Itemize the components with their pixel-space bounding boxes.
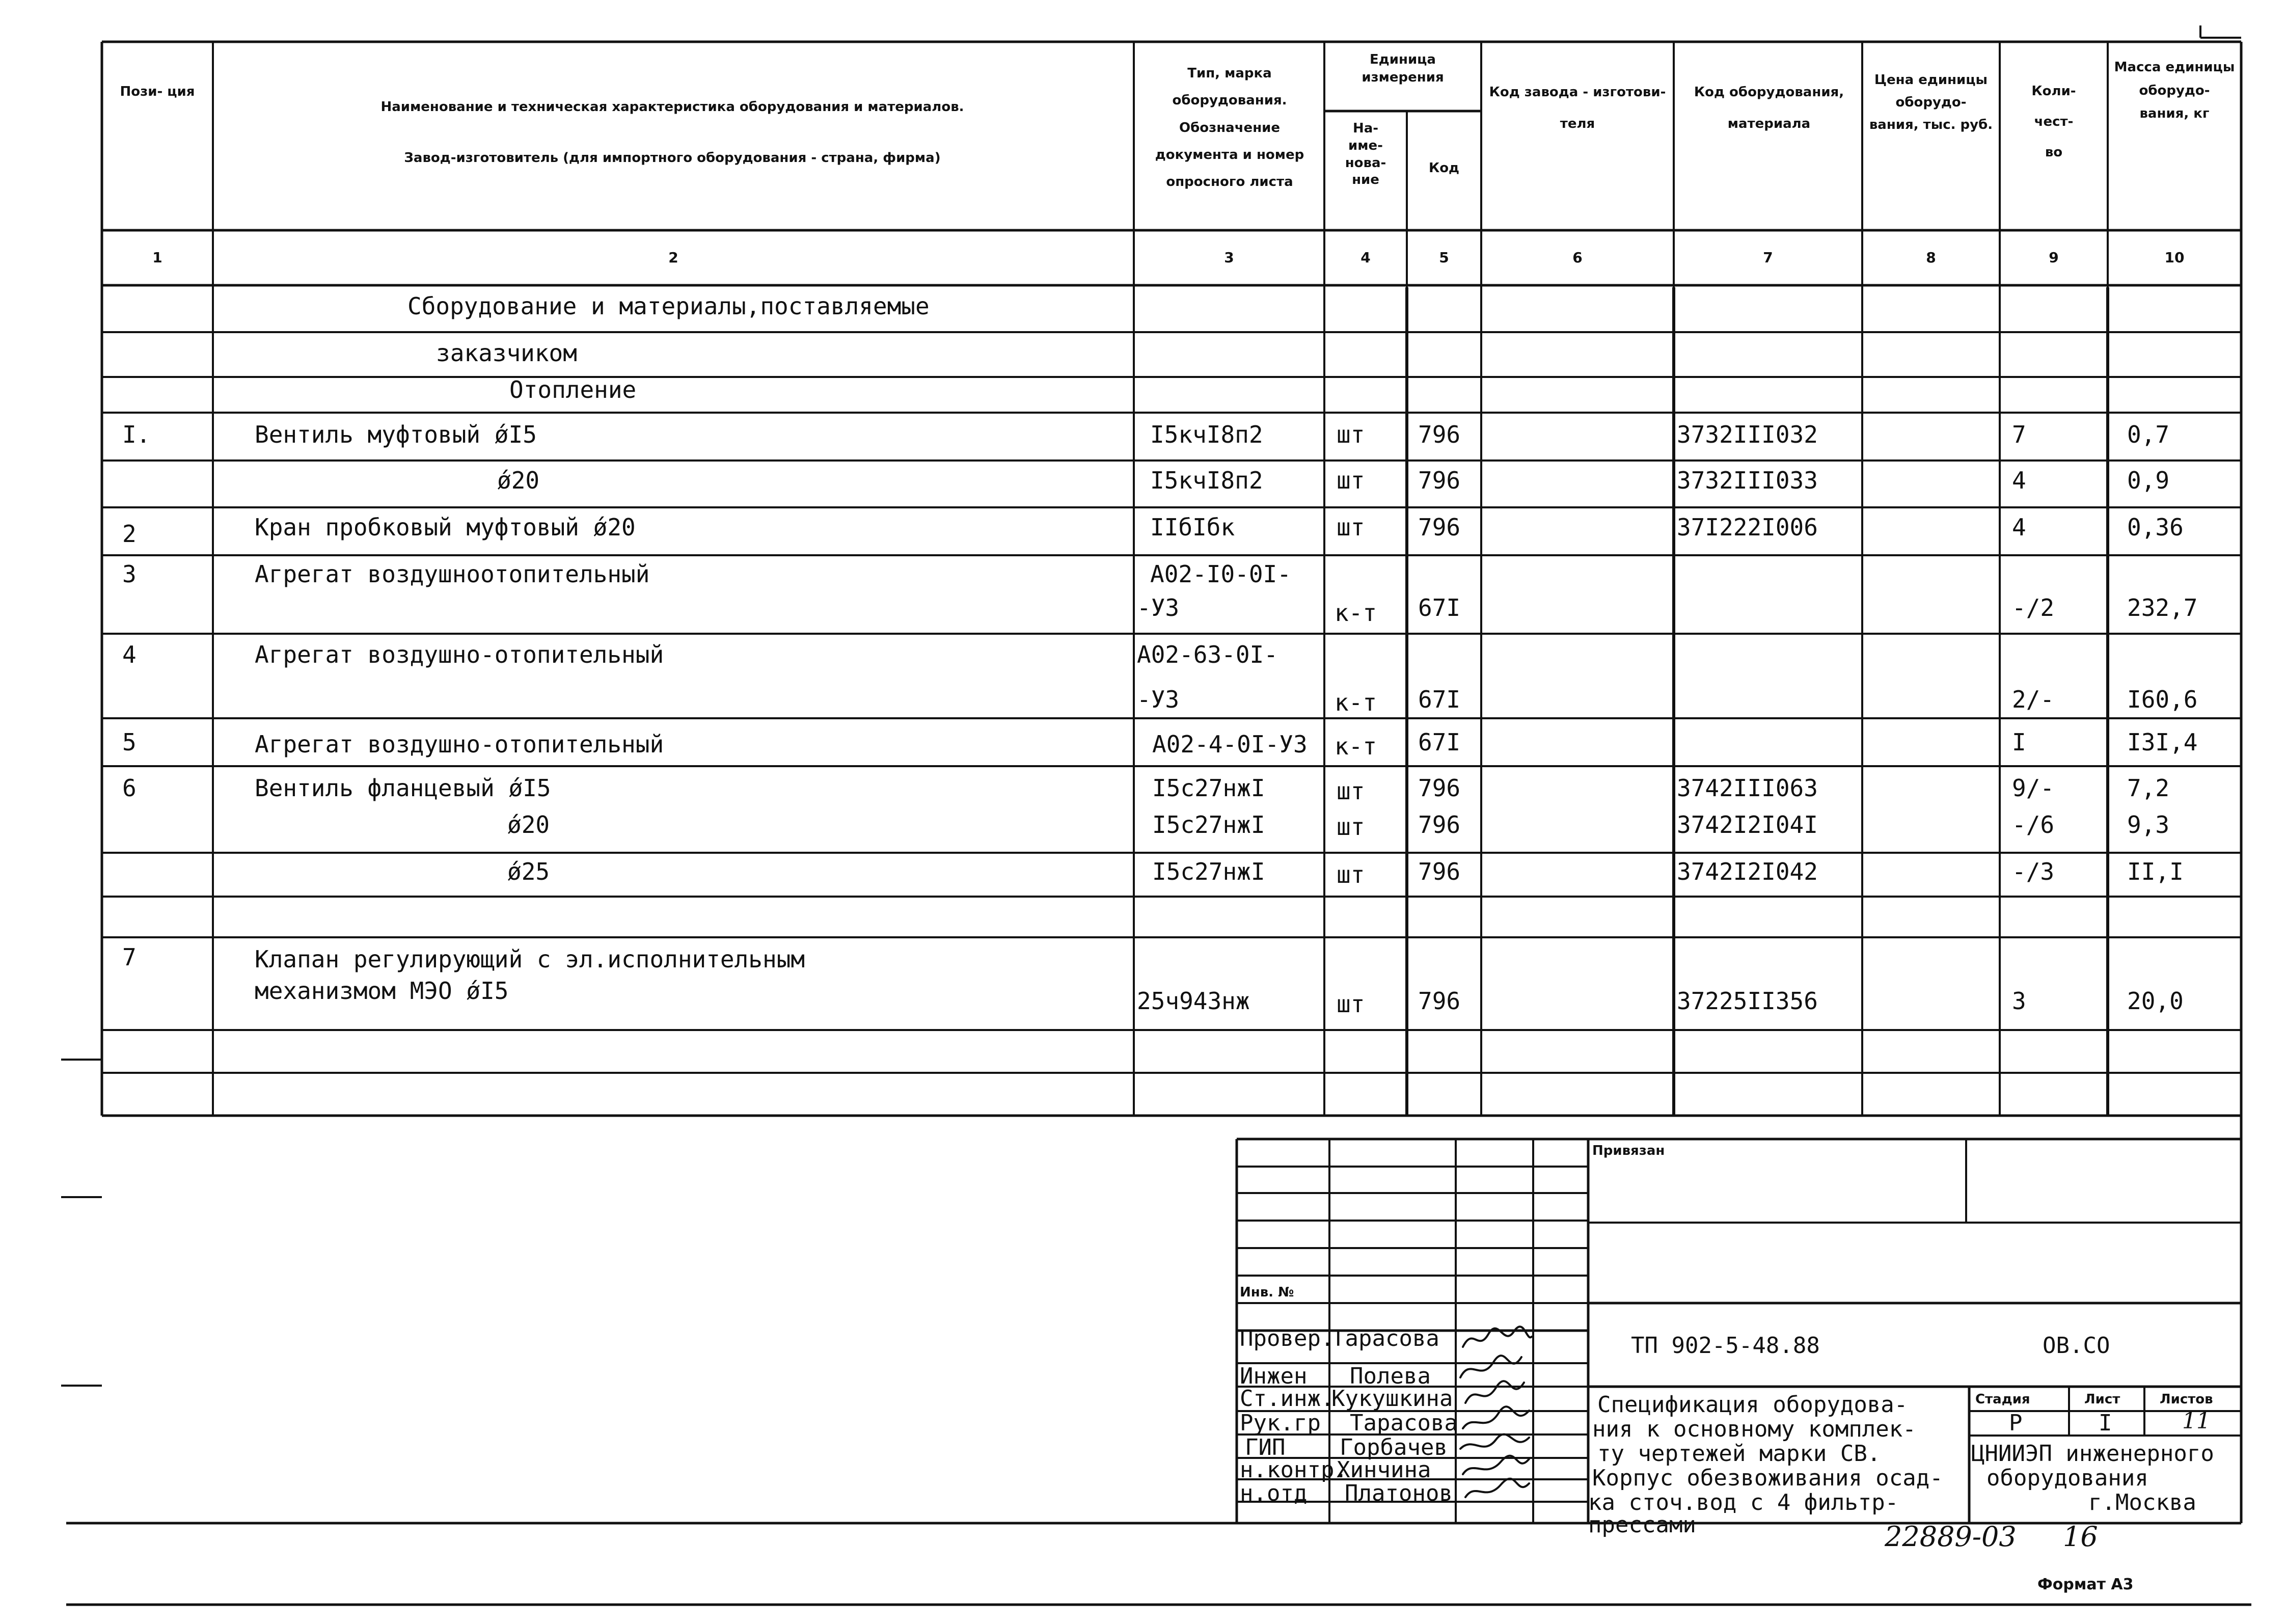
table-row-unit-code: 796	[1418, 513, 1461, 541]
column-number-8: 8	[1926, 249, 1936, 266]
table-row-type: А02-I0-0I-	[1150, 560, 1291, 588]
table-row-unit-code: 796	[1418, 774, 1461, 802]
header-position: Пози- ция	[120, 84, 195, 99]
table-row-unit-code: 796	[1418, 467, 1461, 494]
table-row-name: механизмом МЭО ǿI5	[255, 977, 509, 1005]
table-row-name: Кран пробковый муфтовый ǿ20	[255, 513, 636, 541]
header-unit-code: Код	[1428, 160, 1460, 176]
table-row-type: -У3	[1137, 686, 1180, 713]
table-row-type: I5кчI8п2	[1150, 421, 1263, 448]
table-row-type: -У3	[1137, 594, 1180, 621]
table-row-pos: 3	[122, 560, 137, 588]
sheet-code: ОВ.СО	[2043, 1333, 2110, 1359]
table-row-code: 3742III063	[1677, 774, 1818, 802]
sheets-value: 11	[2182, 1408, 2211, 1434]
stamp-person: Платонов	[1345, 1480, 1453, 1506]
table-row-unit: к-т	[1335, 689, 1377, 716]
table-row-unit-code: 67I	[1418, 728, 1461, 756]
signature-scribbles	[1458, 1321, 1534, 1515]
stamp-role: Рук.гр	[1240, 1410, 1321, 1436]
table-row-pos: 4	[122, 641, 137, 668]
stage-label: Стадия	[1975, 1392, 2030, 1407]
stamp-person: Тарасова	[1331, 1325, 1439, 1351]
table-row-unit-code: 796	[1418, 987, 1461, 1015]
table-row-mass: 0,7	[2127, 421, 2170, 448]
format-label: Формат А3	[2037, 1576, 2134, 1593]
table-row-type: I5кчI8п2	[1150, 467, 1263, 494]
table-row-code: 37225II356	[1677, 987, 1818, 1015]
header-name: Наименование и техническая характеристика оборудования и материалов.	[380, 99, 964, 115]
table-row-name: ǿ20	[497, 467, 540, 494]
stage-value: Р	[2009, 1410, 2023, 1436]
title-line: Спецификация оборудова-	[1597, 1392, 1908, 1418]
table-row-name: Агрегат воздушноотопительный	[255, 560, 650, 588]
title-line: прессами	[1588, 1512, 1696, 1538]
table-row-mass: 0,9	[2127, 467, 2170, 494]
table-row-name: Агрегат воздушно-отопительный	[255, 730, 664, 758]
header-mass: Масса единицы оборудо- вания, кг	[2114, 60, 2235, 121]
table-row-type: 25ч943нж	[1137, 987, 1250, 1015]
table-row-qty: -/6	[2012, 811, 2055, 838]
table-row-name: Клапан регулирующий с эл.исполнительным	[255, 945, 805, 973]
stamp-role: Провер.	[1240, 1325, 1335, 1351]
title-line: ния к основному комплек-	[1592, 1416, 1916, 1442]
table-row-name: Вентиль фланцевый ǿI5	[255, 774, 551, 802]
table-row-unit: к-т	[1335, 733, 1377, 760]
table-row-qty: -/2	[2012, 594, 2055, 621]
table-row-pos: 7	[122, 943, 137, 971]
stamp-role: н.контр.	[1240, 1457, 1348, 1483]
table-row-qty: 4	[2012, 513, 2026, 541]
header-unit: Единица измерения	[1362, 52, 1444, 86]
column-number-3: 3	[1224, 249, 1234, 266]
table-row-qty: I	[2012, 728, 2026, 756]
table-row-mass: 0,36	[2127, 513, 2184, 541]
stamp-role: н.отд	[1240, 1480, 1308, 1506]
table-row-pos: 2	[122, 520, 137, 548]
table-row-mass: 20,0	[2127, 987, 2184, 1015]
header-type: Тип, марка оборудования. Обозначение документа и номер опросного листа	[1155, 66, 1304, 190]
table-row-name: Вентиль муфтовый ǿI5	[255, 421, 537, 448]
table-row-name: ǿ25	[507, 858, 550, 885]
column-number-10: 10	[2164, 249, 2185, 266]
title-line: ка сточ.вод с 4 фильтр-	[1588, 1490, 1899, 1515]
header-factory-code: Код завода - изготови- теля	[1489, 85, 1666, 132]
table-row-mass: 9,3	[2127, 811, 2170, 838]
section-title-line2: заказчиком	[436, 339, 577, 367]
table-row-qty: 4	[2012, 467, 2026, 494]
header-quantity: Коли- чест- во	[2031, 84, 2076, 160]
table-row-unit: шт	[1337, 813, 1365, 841]
table-row-unit: шт	[1337, 861, 1365, 888]
org-line: г.Москва	[2088, 1490, 2196, 1515]
table-row-code: 3742I2I04I	[1677, 811, 1818, 838]
table-row-pos: I.	[122, 421, 151, 448]
column-number-7: 7	[1763, 249, 1773, 266]
table-row-type: I5с27нжI	[1152, 811, 1265, 838]
table-row-type: I5с27нжI	[1152, 858, 1265, 885]
stamp-role: Ст.инж.	[1240, 1386, 1335, 1412]
table-row-pos: 6	[122, 774, 137, 802]
table-row-unit: к-т	[1335, 599, 1377, 627]
table-row-unit-code: 67I	[1418, 686, 1461, 713]
stamp-role: ГИП	[1245, 1434, 1286, 1460]
table-row-code: 3742I2I042	[1677, 858, 1818, 885]
header-name-sub: Завод-изготовитель (для импортного оборудования - страна, фирма)	[404, 150, 941, 166]
column-number-9: 9	[2049, 249, 2059, 266]
table-row-code: 3732III033	[1677, 467, 1818, 494]
stamp-person: Тарасова	[1350, 1410, 1458, 1436]
table-row-type: IIбIбк	[1150, 513, 1235, 541]
table-row-name: Агрегат воздушно-отопительный	[255, 641, 664, 668]
table-row-mass: II,I	[2127, 858, 2184, 885]
table-row-code: 37I222I006	[1677, 513, 1818, 541]
table-row-unit-code: 796	[1418, 858, 1461, 885]
title-line: ту чертежей марки СВ.	[1597, 1441, 1881, 1467]
sheets-label: Листов	[2160, 1392, 2213, 1407]
org-line: ЦНИИЭП инженерного	[1971, 1441, 2214, 1467]
table-row-unit: шт	[1337, 467, 1365, 494]
stamp-person: Хинчина	[1337, 1457, 1431, 1483]
stamp-person: Горбачев	[1340, 1434, 1448, 1460]
stamp-role: Инжен	[1240, 1363, 1308, 1389]
table-row-qty: 9/-	[2012, 774, 2055, 802]
stamp-linked-label: Привязан	[1592, 1143, 1665, 1158]
stamp-person: Кукушкина	[1331, 1386, 1453, 1412]
column-number-2: 2	[668, 249, 678, 266]
table-row-type: А02-4-0I-У3	[1152, 730, 1308, 758]
table-row-unit: шт	[1337, 990, 1365, 1018]
table-row-type: I5с27нжI	[1152, 774, 1265, 802]
table-row-qty: -/3	[2012, 858, 2055, 885]
header-price: Цена единицы оборудо- вания, тыс. руб.	[1869, 72, 1993, 133]
table-row-mass: 7,2	[2127, 774, 2170, 802]
header-equipment-code: Код оборудования, материала	[1694, 85, 1844, 132]
sheet-label: Лист	[2084, 1392, 2120, 1407]
section-title-line1: Сборудование и материалы,поставляемые	[407, 292, 930, 320]
stamp-person: Полева	[1350, 1363, 1431, 1389]
sheet-value: I	[2099, 1410, 2112, 1436]
table-row-unit-code: 796	[1418, 421, 1461, 448]
table-row-pos: 5	[122, 728, 137, 756]
table-row-unit: шт	[1337, 777, 1365, 805]
column-number-1: 1	[152, 249, 162, 266]
table-row-name: ǿ20	[507, 811, 550, 838]
page-number: 16	[2063, 1521, 2098, 1553]
column-number-6: 6	[1572, 249, 1583, 266]
table-row-qty: 7	[2012, 421, 2026, 448]
table-row-unit: шт	[1337, 513, 1365, 541]
header-unit-name: На- име- нова- ние	[1345, 121, 1386, 188]
table-row-code: 3732III032	[1677, 421, 1818, 448]
table-row-mass: I60,6	[2127, 686, 2198, 713]
column-number-4: 4	[1360, 249, 1371, 266]
table-row-unit: шт	[1337, 421, 1365, 448]
stamp-inv-label: Инв. №	[1240, 1285, 1294, 1300]
section-heating: Отопление	[509, 376, 637, 403]
table-row-unit-code: 796	[1418, 811, 1461, 838]
column-number-5: 5	[1439, 249, 1449, 266]
table-row-qty: 3	[2012, 987, 2026, 1015]
table-row-mass: I3I,4	[2127, 728, 2198, 756]
table-row-qty: 2/-	[2012, 686, 2055, 713]
table-row-type: А02-63-0I-	[1137, 641, 1278, 668]
table-row-unit-code: 67I	[1418, 594, 1461, 621]
title-line: Корпус обезвоживания осад-	[1592, 1465, 1943, 1491]
document-code: ТП 902-5-48.88	[1631, 1333, 1820, 1359]
org-line: оборудования	[1986, 1465, 2148, 1491]
archive-number: 22889-03	[1885, 1521, 2017, 1553]
table-row-mass: 232,7	[2127, 594, 2198, 621]
